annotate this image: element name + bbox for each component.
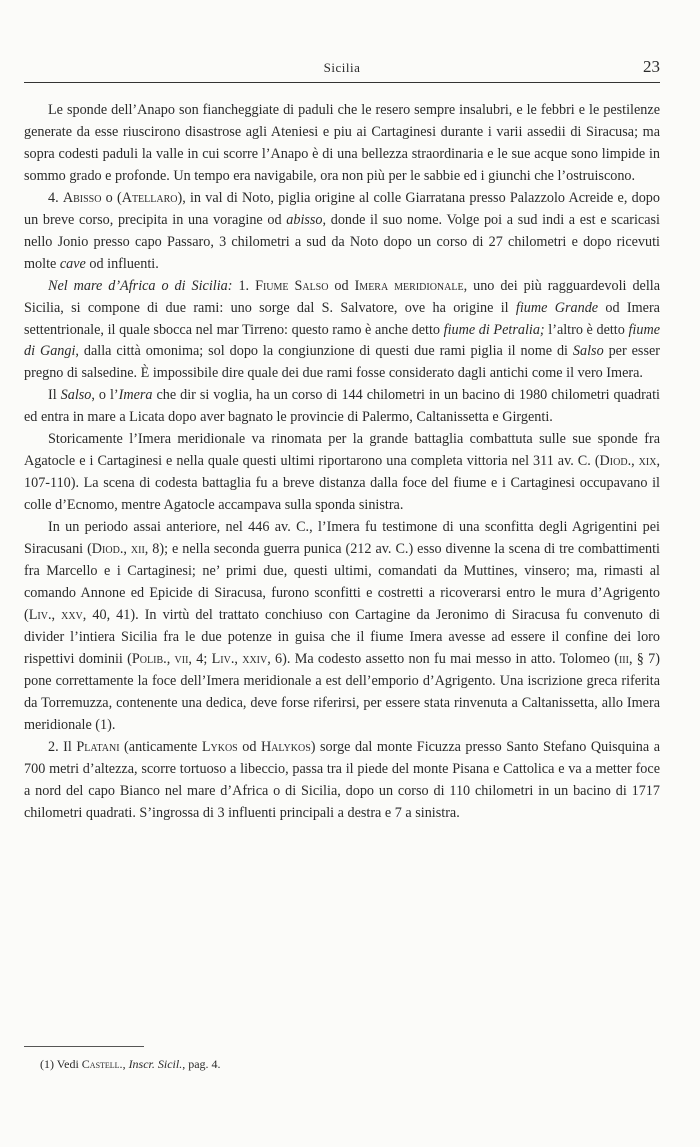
running-head xyxy=(24,57,660,83)
italic-term: fiume di Petralia; xyxy=(443,321,545,338)
text-run: , 8); e nella seconda guerra punica (212 av. C.) esso divenne la scena di tre combattimenti fra Marcello e i Cartaginesi; ne’ primi due, questi ultimi, comandati da Muttines, vinsero; ma, rimasti al comando Annone ed Epicide di Siracusa, furono sconfitti e costretti a ricoverarsi entro le mura d’Agrigento ( xyxy=(24,541,660,623)
citation-book: vii xyxy=(174,650,189,667)
citation-book: xxv xyxy=(61,606,83,623)
text-run: 2. Il xyxy=(48,738,77,755)
citation-author: Diod. xyxy=(599,453,632,470)
text-run: , 4; xyxy=(188,650,212,667)
text-run: per esser pregno di salsedine. È impossibile dire quale dei due rami fosse considerato dagli antichi come il vero Imera. xyxy=(24,343,660,382)
citation-author: Castell. xyxy=(81,1057,123,1071)
text-run: , xyxy=(166,650,175,667)
text-run: od Imera settentrionale, il quale sbocca nel mar Tirreno: questo ramo è anche detto xyxy=(24,299,660,338)
river-name: Fiume Salso xyxy=(255,277,329,294)
footnote xyxy=(40,1056,660,1072)
text-run: , xyxy=(123,541,131,558)
text-run: (anticamente xyxy=(119,738,202,755)
italic-term: fiume Grande xyxy=(515,299,599,316)
text-run: , donde il suo nome. Volge poi a sud indi a est e scaricasi nello Jonio presso capo Passaro, 3 chilometri a sud da Noto dopo un corso di 27 chilometri e dopo ricevuti molte xyxy=(24,211,660,272)
text-run: che dir si voglia, ha un corso di 144 chilometri in un bacino di 1980 chilometri quadrati ed entra in mare a Licata dopo aver bagnato le provincie di Palermo, Caltanissetta e Girgenti. xyxy=(24,387,660,426)
page-number: 23 xyxy=(643,57,660,76)
text-run: 4. xyxy=(48,189,63,206)
text-run: , 6). Ma codesto assetto non fu mai messo in atto. Tolomeo ( xyxy=(267,650,619,667)
italic-term: Imera xyxy=(118,387,153,404)
text-run: , 107-110). La scena di codesta battaglia fu a breve distanza dalla foce del fiume e i Cartaginesi occupavano il colle d’Ecnomo, mentre Agatocle accampava sulla sponda sinistra. xyxy=(24,453,660,514)
text-run: Storicamente l’Imera meridionale va rinomata per la grande battaglia combattuta sulle sue sponde fra Agatocle e i Cartaginesi e nella quale questi ultimi riportarono una completa vittoria nel 311 av. C. ( xyxy=(24,431,660,470)
italic-term: fiume di Gangi xyxy=(24,321,660,360)
text-run: 1. xyxy=(232,277,256,294)
text-run: Il xyxy=(48,387,61,404)
paragraph-history xyxy=(24,517,660,737)
citation-author: Diod. xyxy=(91,541,124,558)
paragraph-battle xyxy=(24,429,660,517)
citation-book: iii xyxy=(618,650,629,667)
river-name: Platani xyxy=(76,738,120,755)
paragraph-salso-course xyxy=(24,385,660,429)
text-run: ), in val di Noto, piglia origine al colle Giarratana presso Palazzolo Acreide e, dopo un breve corso, precipita in una voragine od xyxy=(24,189,660,228)
body-text xyxy=(24,100,660,824)
citation-book: xii xyxy=(130,541,145,558)
citation-title: Inscr. Sicil. xyxy=(128,1057,183,1071)
paragraph-salso xyxy=(24,276,660,386)
text-run: od xyxy=(328,277,355,294)
citation-author: Liv. xyxy=(28,606,52,623)
italic-term: Salso xyxy=(60,387,92,404)
footnote-rule xyxy=(24,1046,144,1047)
text-run: , § 7) pone correttamente la foce dell’Imera meridionale a est dell’emporio d’Agrigento. Una iscrizione greca riferita da Torremuzza, contenente una dedica, deve forse riferirsi, per essere stata rinvenuta a Caltanissetta, allo Imera meridionale (1). xyxy=(24,650,660,733)
citation-author: Polib. xyxy=(131,650,167,667)
river-name: Imera meridionale xyxy=(354,277,464,294)
text-run: o ( xyxy=(101,189,122,206)
paragraph-platani xyxy=(24,737,660,825)
citation-book: xxiv xyxy=(242,650,268,667)
paragraph-anapo: Le sponde dell’Anapo son fiancheggiate di paduli che le resero sempre insalubri, e le febbri e le pestilenze generate da esse riuscirono disastrose agli Ateniesi e piu ai Cartaginesi durante i varii assedii di Siracusa; ma sopra codesti paduli la valle in cui scorre l’Anapo è di una bellezza straordinaria e le sue acque sono limpide in sommo grado e profonde. Un tempo era navigabile, ora non più per le sabbie ed i giunchi che l’ostruiscono. xyxy=(24,102,660,184)
running-title: Sicilia xyxy=(323,60,361,75)
river-name: Halykos xyxy=(260,738,311,755)
italic-term: abisso xyxy=(286,211,323,228)
river-name: Atellaro xyxy=(121,189,178,206)
text-run: od influenti. xyxy=(85,255,159,272)
text-run: In un periodo assai anteriore, nel 446 av. C., l’Imera fu testimone di una sconfitta degli Agrigentini pei Siracusani ( xyxy=(24,519,660,558)
text-run: , xyxy=(234,650,243,667)
river-name: Abisso xyxy=(62,189,102,206)
text-run: , 40, 41). In virtù del trattato conchiuso con Cartagine da Jeronimo di Siracusa fu convenuto di divider l’intiera Sicilia fra le due potenze in guisa che il fiume Imera avesse ad essere il confine dei loro rispettivi dominii ( xyxy=(24,606,660,667)
text-run: , xyxy=(631,453,639,470)
paragraph-abisso xyxy=(24,188,660,276)
citation-author: Liv. xyxy=(211,650,235,667)
text-run: , xyxy=(51,606,62,623)
text-run: , uno dei più ragguardevoli della Sicilia, si compone di due rami: uno sorge dal S. Salvatore, ove ha origine il xyxy=(24,277,661,316)
text-run: , xyxy=(122,1057,129,1071)
text-run: l’altro è detto xyxy=(544,321,629,338)
citation-book: xix xyxy=(638,453,657,470)
text-run: , dalla città omonima; sol dopo la congiunzione di questi due rami piglia il nome di xyxy=(75,343,573,360)
text-run: od xyxy=(237,738,261,755)
text-run: , pag. 4. xyxy=(182,1057,221,1071)
italic-term: cave xyxy=(59,255,86,272)
italic-term: Salso xyxy=(572,343,604,360)
text-run: , o l’ xyxy=(91,387,119,404)
text-run: ) sorge dal monte Ficuzza presso Santo Stefano Quisquina a 700 metri d’altezza, scorre tortuoso a libeccio, passa tra il piede del monte Pisana e Cattolica e va a metter foce a nord del capo Bianco nel mare d’Africa o di Sicilia, dopo un corso di 110 chilometri in un bacino di 1717 chilometri quadrati. S’ingrossa di 3 influenti principali a destra e 7 a sinistra. xyxy=(24,738,661,821)
text-run: (1) Vedi xyxy=(40,1057,82,1071)
section-heading: Nel mare d’Africa o di Sicilia: xyxy=(48,277,233,294)
river-name: Lykos xyxy=(201,738,238,755)
